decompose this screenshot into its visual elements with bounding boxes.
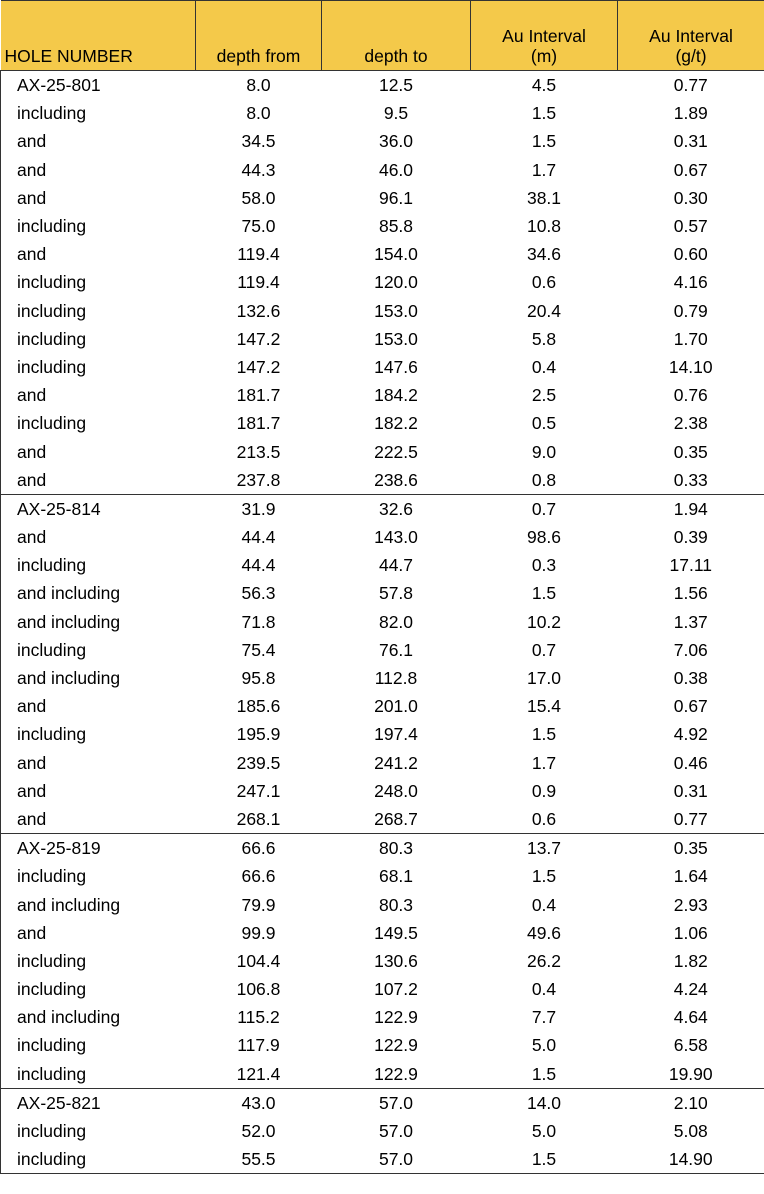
hole-name-cell: and — [1, 692, 196, 720]
hole-name-cell: including — [1, 1117, 196, 1145]
au-interval-m-cell: 5.0 — [531, 1121, 557, 1142]
au-interval-gt-cell: 0.79 — [618, 297, 764, 325]
depth-to-cell: 122.9 — [374, 1007, 418, 1028]
au-interval-gt-cell: 0.38 — [618, 664, 764, 692]
au-interval-gt-cell: 17.11 — [618, 551, 764, 579]
au-interval-gt-cell: 0.67 — [618, 692, 764, 720]
au-interval-m-cell: 0.4 — [531, 356, 557, 377]
depth-from-cell: 31.9 — [196, 494, 322, 523]
table-row — [1, 409, 764, 437]
au-interval-m-cell: 0.7 — [531, 639, 557, 660]
au-interval-m-cell: 15.4 — [526, 696, 562, 717]
hole-name-cell: and — [1, 749, 196, 777]
header-depth-from: depth from — [196, 1, 322, 71]
depth-from-cell: 44.4 — [241, 555, 276, 576]
au-interval-gt-cell: 0.33 — [618, 466, 764, 495]
depth-to-cell: 57.0 — [378, 1121, 414, 1142]
hole-name-cell: and — [1, 156, 196, 184]
depth-to-cell: 241.2 — [374, 752, 418, 773]
au-interval-gt-cell: 0.76 — [618, 381, 764, 409]
au-interval-m-cell: 7.7 — [531, 1007, 557, 1028]
depth-from-cell: 132.6 — [236, 300, 281, 321]
hole-name-cell: AX-25-819 — [1, 834, 196, 863]
depth-from-cell: 75.4 — [241, 639, 276, 660]
depth-to-cell: 9.5 — [383, 103, 409, 124]
depth-to-cell: 149.5 — [374, 922, 418, 943]
depth-from-cell: 58.0 — [241, 187, 276, 208]
table-row — [1, 947, 764, 975]
depth-to-cell: 182.2 — [374, 413, 418, 434]
au-interval-gt-cell: 4.92 — [618, 720, 764, 748]
table-row — [1, 1145, 764, 1174]
au-interval-gt-cell: 0.35 — [618, 437, 764, 465]
depth-from-cell: 121.4 — [236, 1063, 281, 1084]
hole-name-cell: and — [1, 919, 196, 947]
au-interval-m-cell: 10.2 — [526, 611, 562, 632]
hole-name-cell: and including — [1, 1003, 196, 1031]
depth-to-cell: 238.6 — [374, 469, 418, 490]
hole-name-cell: and including — [1, 579, 196, 607]
depth-from-cell: 66.6 — [196, 834, 322, 863]
depth-to-cell: 120.0 — [374, 272, 418, 293]
depth-to-cell: 80.3 — [322, 834, 471, 863]
depth-from-cell: 181.7 — [236, 385, 281, 406]
hole-name-cell: including — [1, 1145, 196, 1174]
au-interval-m-cell: 0.4 — [531, 894, 557, 915]
au-interval-gt-cell: 1.06 — [618, 919, 764, 947]
au-interval-gt-cell: 1.37 — [618, 608, 764, 636]
depth-to-cell: 130.6 — [374, 950, 418, 971]
au-interval-m-cell: 1.5 — [531, 103, 557, 124]
depth-to-cell: 36.0 — [378, 131, 414, 152]
au-interval-gt-cell: 0.77 — [618, 71, 764, 100]
hole-name-cell: and — [1, 437, 196, 465]
au-interval-gt-cell: 19.90 — [618, 1060, 764, 1089]
table-row — [1, 297, 764, 325]
au-interval-gt-cell: 6.58 — [618, 1031, 764, 1059]
au-interval-m-cell: 9.0 — [531, 441, 557, 462]
depth-to-cell: 201.0 — [374, 696, 418, 717]
au-interval-m-cell: 0.3 — [531, 555, 557, 576]
depth-from-cell: 247.1 — [236, 780, 281, 801]
hole-name-cell: and — [1, 127, 196, 155]
table-row — [1, 212, 764, 240]
hole-row — [1, 494, 764, 523]
table-row — [1, 919, 764, 947]
au-interval-m-cell: 0.6 — [531, 808, 557, 829]
depth-from-cell: 185.6 — [236, 696, 281, 717]
table-row — [1, 608, 764, 636]
au-interval-m-cell: 2.5 — [531, 385, 557, 406]
au-interval-gt-cell: 14.90 — [618, 1145, 764, 1174]
depth-from-cell: 239.5 — [236, 752, 281, 773]
table-row — [1, 1031, 764, 1059]
depth-to-cell: 57.0 — [322, 1145, 471, 1174]
depth-from-cell: 56.3 — [241, 583, 276, 604]
hole-row — [1, 1088, 764, 1117]
table-row — [1, 156, 764, 184]
table-row — [1, 325, 764, 353]
hole-name-cell: including — [1, 297, 196, 325]
hole-name-cell: AX-25-801 — [1, 71, 196, 100]
au-interval-m-cell: 0.6 — [531, 272, 557, 293]
table-row — [1, 523, 764, 551]
au-interval-gt-cell: 4.64 — [618, 1003, 764, 1031]
depth-to-cell: 122.9 — [374, 1035, 418, 1056]
depth-to-cell: 68.1 — [378, 866, 414, 887]
table-row — [1, 1003, 764, 1031]
au-interval-gt-cell: 7.06 — [618, 636, 764, 664]
au-interval-gt-cell: 5.08 — [618, 1117, 764, 1145]
depth-to-cell: 122.9 — [374, 1063, 418, 1084]
hole-row — [1, 834, 764, 863]
depth-to-cell: 57.0 — [322, 1088, 471, 1117]
au-interval-m-cell: 20.4 — [526, 300, 562, 321]
header-au-interval-gt: Au Interval (g/t) — [618, 1, 764, 71]
au-interval-m-cell: 1.5 — [531, 131, 557, 152]
depth-to-cell: 154.0 — [374, 244, 418, 265]
au-interval-gt-cell: 0.39 — [618, 523, 764, 551]
table-row — [1, 99, 764, 127]
au-interval-m-cell: 5.8 — [531, 328, 557, 349]
au-interval-m-cell: 1.7 — [531, 159, 557, 180]
au-interval-m-cell: 1.5 — [531, 724, 557, 745]
au-interval-gt-cell: 0.60 — [618, 240, 764, 268]
hole-name-cell: including — [1, 862, 196, 890]
depth-from-cell: 66.6 — [241, 866, 276, 887]
depth-from-cell: 79.9 — [241, 894, 276, 915]
au-interval-m-cell: 1.5 — [531, 866, 557, 887]
au-interval-gt-cell: 14.10 — [618, 353, 764, 381]
au-interval-gt-cell: 1.56 — [618, 579, 764, 607]
depth-to-cell: 57.8 — [378, 583, 414, 604]
au-interval-m-cell: 1.5 — [531, 583, 557, 604]
au-interval-gt-cell: 0.46 — [618, 749, 764, 777]
au-interval-gt-cell: 4.24 — [618, 975, 764, 1003]
hole-name-cell: including — [1, 1031, 196, 1059]
depth-from-cell: 119.4 — [237, 272, 280, 293]
au-interval-gt-cell: 0.67 — [618, 156, 764, 184]
header-hole-number: HOLE NUMBER — [1, 1, 196, 71]
hole-name-cell: including — [1, 551, 196, 579]
table-row — [1, 777, 764, 805]
depth-from-cell: 117.9 — [237, 1035, 280, 1056]
depth-from-cell: 119.4 — [237, 244, 280, 265]
depth-from-cell: 104.4 — [236, 950, 281, 971]
au-interval-m-cell: 5.0 — [531, 1035, 557, 1056]
hole-name-cell: and — [1, 240, 196, 268]
table-row — [1, 862, 764, 890]
table-row — [1, 127, 764, 155]
au-interval-m-cell: 38.1 — [526, 187, 562, 208]
table-header — [1, 1, 764, 71]
depth-from-cell: 115.2 — [237, 1007, 280, 1028]
au-interval-m-cell: 0.7 — [471, 494, 618, 523]
depth-to-cell: 197.4 — [374, 724, 418, 745]
au-interval-gt-cell: 2.93 — [618, 890, 764, 918]
header-au-interval-m: Au Interval (m) — [471, 1, 618, 71]
depth-from-cell: 237.8 — [236, 469, 281, 490]
table-row — [1, 268, 764, 296]
table-row — [1, 353, 764, 381]
hole-name-cell: and — [1, 184, 196, 212]
au-interval-m-cell: 1.5 — [531, 1063, 557, 1084]
au-interval-m-cell: 1.5 — [471, 1145, 618, 1174]
table-row — [1, 437, 764, 465]
au-interval-m-cell: 1.7 — [531, 752, 557, 773]
au-interval-gt-cell: 1.94 — [618, 494, 764, 523]
depth-to-cell: 184.2 — [374, 385, 418, 406]
depth-to-cell: 96.1 — [378, 187, 414, 208]
au-interval-gt-cell: 2.38 — [618, 409, 764, 437]
depth-to-cell: 143.0 — [374, 527, 418, 548]
hole-name-cell: including — [1, 975, 196, 1003]
depth-to-cell: 248.0 — [374, 780, 418, 801]
table-body — [1, 71, 764, 1174]
au-interval-m-cell: 0.4 — [531, 979, 557, 1000]
au-interval-gt-cell: 1.70 — [618, 325, 764, 353]
hole-name-cell: AX-25-814 — [1, 494, 196, 523]
depth-to-cell: 82.0 — [378, 611, 414, 632]
table-row — [1, 551, 764, 579]
header-depth-to: depth to — [322, 1, 471, 71]
depth-to-cell: 153.0 — [374, 300, 418, 321]
depth-from-cell: 95.8 — [241, 668, 276, 689]
depth-to-cell: 153.0 — [374, 328, 418, 349]
depth-to-cell: 46.0 — [378, 159, 414, 180]
table-row — [1, 466, 764, 495]
table-row — [1, 664, 764, 692]
depth-to-cell: 76.1 — [378, 639, 414, 660]
depth-from-cell: 147.2 — [236, 356, 281, 377]
hole-name-cell: including — [1, 720, 196, 748]
depth-to-cell: 85.8 — [378, 216, 414, 237]
table-row — [1, 1117, 764, 1145]
table-row — [1, 381, 764, 409]
depth-from-cell: 268.1 — [236, 808, 281, 829]
depth-to-cell: 222.5 — [374, 441, 418, 462]
hole-name-cell: including — [1, 409, 196, 437]
table-row — [1, 240, 764, 268]
au-interval-m-cell: 4.5 — [471, 71, 618, 100]
depth-to-cell: 32.6 — [322, 494, 471, 523]
au-interval-gt-cell: 1.89 — [618, 99, 764, 127]
au-interval-gt-cell: 0.30 — [618, 184, 764, 212]
au-interval-m-cell: 0.9 — [531, 780, 557, 801]
hole-name-cell: including — [1, 325, 196, 353]
table-row — [1, 720, 764, 748]
depth-from-cell: 99.9 — [241, 922, 276, 943]
table-row — [1, 890, 764, 918]
au-interval-gt-cell: 2.10 — [618, 1088, 764, 1117]
hole-name-cell: and — [1, 777, 196, 805]
au-interval-m-cell: 17.0 — [526, 668, 562, 689]
depth-from-cell: 71.8 — [241, 611, 276, 632]
depth-from-cell: 181.7 — [236, 413, 281, 434]
hole-name-cell: including — [1, 353, 196, 381]
depth-to-cell: 112.8 — [374, 668, 418, 689]
depth-from-cell: 195.9 — [236, 724, 281, 745]
au-interval-m-cell: 13.7 — [471, 834, 618, 863]
hole-name-cell: and including — [1, 890, 196, 918]
hole-name-cell: including — [1, 212, 196, 240]
depth-from-cell: 55.5 — [196, 1145, 322, 1174]
au-interval-m-cell: 14.0 — [471, 1088, 618, 1117]
hole-name-cell: and — [1, 381, 196, 409]
depth-to-cell: 147.6 — [374, 356, 418, 377]
table-row — [1, 749, 764, 777]
au-interval-gt-cell: 4.16 — [618, 268, 764, 296]
depth-from-cell: 147.2 — [236, 328, 281, 349]
table-row — [1, 1060, 764, 1089]
depth-from-cell: 44.3 — [241, 159, 276, 180]
au-interval-gt-cell: 1.64 — [618, 862, 764, 890]
depth-from-cell: 43.0 — [196, 1088, 322, 1117]
table-row — [1, 184, 764, 212]
au-interval-m-cell: 0.8 — [531, 469, 557, 490]
au-interval-gt-cell: 0.31 — [618, 777, 764, 805]
depth-from-cell: 34.5 — [241, 131, 276, 152]
hole-name-cell: including — [1, 268, 196, 296]
au-interval-m-cell: 49.6 — [526, 922, 562, 943]
au-interval-gt-cell: 1.82 — [618, 947, 764, 975]
depth-from-cell: 8.0 — [246, 103, 271, 124]
depth-from-cell: 75.0 — [241, 216, 276, 237]
depth-to-cell: 80.3 — [378, 894, 414, 915]
hole-name-cell: including — [1, 636, 196, 664]
depth-to-cell: 12.5 — [322, 71, 471, 100]
hole-name-cell: and — [1, 805, 196, 834]
hole-name-cell: and including — [1, 608, 196, 636]
au-interval-m-cell: 26.2 — [526, 950, 562, 971]
au-interval-m-cell: 98.6 — [526, 527, 562, 548]
depth-from-cell: 213.5 — [236, 441, 281, 462]
depth-to-cell: 107.2 — [374, 979, 418, 1000]
hole-name-cell: including — [1, 99, 196, 127]
hole-name-cell: including — [1, 947, 196, 975]
depth-from-cell: 44.4 — [241, 527, 276, 548]
au-interval-gt-cell: 0.31 — [618, 127, 764, 155]
hole-name-cell: and — [1, 523, 196, 551]
au-interval-gt-cell: 0.57 — [618, 212, 764, 240]
hole-name-cell: and — [1, 466, 196, 495]
au-interval-m-cell: 0.5 — [531, 413, 557, 434]
depth-from-cell: 52.0 — [241, 1121, 276, 1142]
au-interval-gt-cell: 0.77 — [618, 805, 764, 834]
depth-to-cell: 44.7 — [378, 555, 414, 576]
depth-from-cell: 8.0 — [196, 71, 322, 100]
table-row — [1, 692, 764, 720]
au-interval-m-cell: 34.6 — [526, 244, 562, 265]
hole-name-cell: and including — [1, 664, 196, 692]
hole-name-cell: AX-25-821 — [1, 1088, 196, 1117]
au-interval-m-cell: 10.8 — [526, 216, 562, 237]
table-row — [1, 579, 764, 607]
au-interval-gt-cell: 0.35 — [618, 834, 764, 863]
hole-name-cell: including — [1, 1060, 196, 1089]
table-row — [1, 636, 764, 664]
table-row — [1, 805, 764, 834]
table-row — [1, 975, 764, 1003]
depth-from-cell: 106.8 — [236, 979, 281, 1000]
depth-to-cell: 268.7 — [374, 808, 418, 829]
hole-row — [1, 71, 764, 100]
